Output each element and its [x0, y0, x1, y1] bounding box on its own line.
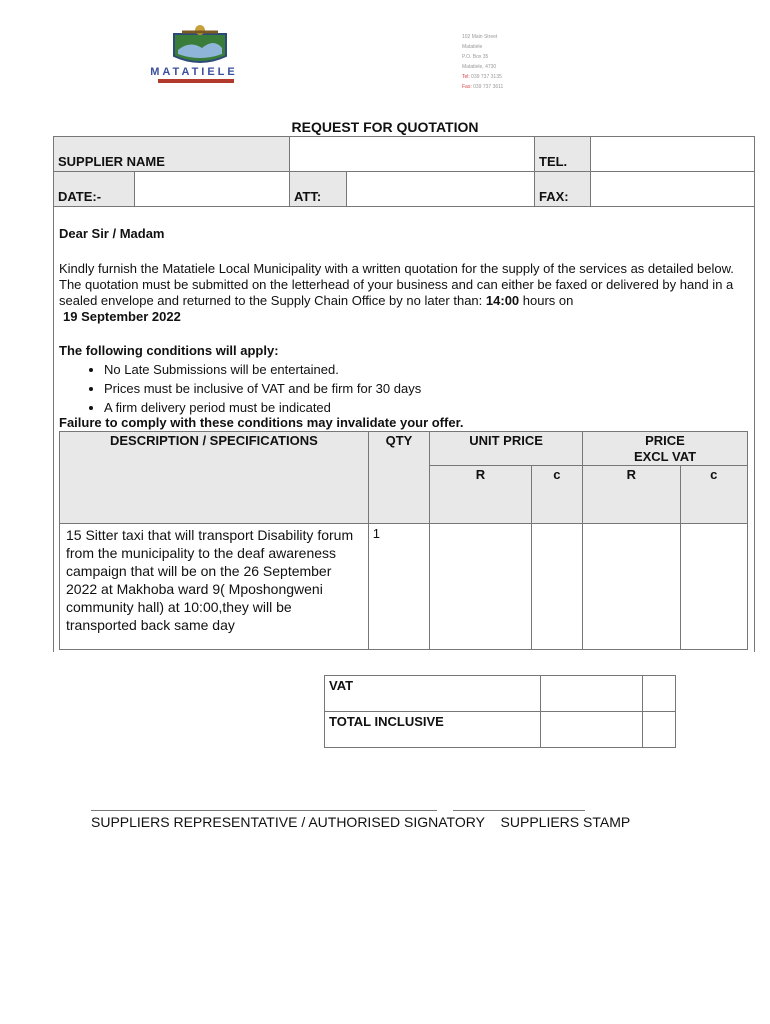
col-unit-price-header: UNIT PRICE: [430, 432, 583, 466]
vat-r-field[interactable]: [541, 676, 643, 712]
vat-c-field[interactable]: [642, 676, 675, 712]
vat-label: VAT: [325, 676, 541, 712]
att-field[interactable]: [347, 172, 535, 207]
table-row: [60, 524, 748, 650]
supplier-name-field[interactable]: [290, 137, 535, 172]
address-line: P.O. Box 35: [462, 54, 489, 60]
price-header-line1: PRICE: [645, 433, 685, 448]
unit-price-r-header: R: [430, 466, 532, 524]
instructions-text: Kindly furnish the Matatiele Local Municipality with a written quotation for the supply of the services as detailed below. The quotation must be submitted on the letterhead of your business and can either be faxed or delivered by hand in a sealed envelope and returned to the Supply Chain Office by no later than:: [59, 261, 734, 308]
price-c-header: c: [680, 466, 747, 524]
unit-price-r-field[interactable]: [430, 524, 532, 650]
col-description-header: DESCRIPTION / SPECIFICATIONS: [60, 432, 369, 524]
deadline-time: 14:00: [485, 293, 520, 308]
letterhead-fax: [462, 82, 503, 92]
logo-band: [158, 79, 234, 83]
att-label: ATT:: [290, 172, 347, 207]
col-price-header: [583, 432, 748, 466]
address-line: Matatiele, 4730: [462, 64, 497, 70]
body-border-left: [53, 206, 54, 652]
letterhead-address: [462, 32, 503, 92]
totals-table: [324, 675, 676, 748]
hours-on-text: hours on: [522, 293, 574, 308]
letterhead-tel: [462, 72, 503, 82]
salutation: Dear Sir / Madam: [59, 226, 165, 241]
conditions-heading: The following conditions will apply:: [59, 343, 279, 358]
fax-value: 039 737 3611: [473, 84, 504, 90]
signatory-line[interactable]: [91, 810, 437, 811]
tel-label: TEL.: [535, 137, 591, 172]
tel-value: 039 737 3135: [471, 74, 502, 80]
price-r-header: R: [583, 466, 681, 524]
fax-label: Fax:: [462, 84, 472, 90]
total-c-field[interactable]: [642, 712, 675, 748]
address-line: 102 Main Street: [462, 34, 498, 40]
signatory-label: SUPPLIERS REPRESENTATIVE / AUTHORISED SIGNATORY: [91, 814, 485, 830]
stamp-line[interactable]: [453, 810, 585, 811]
date-label: DATE:-: [54, 172, 135, 207]
condition-item: • Prices must be inclusive of VAT and be firm for 30 days: [104, 379, 749, 398]
conditions-warning: Failure to comply with these conditions may invalidate your offer.: [59, 415, 464, 430]
tel-label: Tel:: [462, 74, 470, 80]
price-header-line2: EXCL VAT: [633, 449, 697, 464]
body-border-right: [754, 206, 755, 652]
fax-field[interactable]: [591, 172, 755, 207]
date-field[interactable]: [135, 172, 290, 207]
supplier-name-label: SUPPLIER NAME: [54, 137, 290, 172]
total-inclusive-label: TOTAL INCLUSIVE: [325, 712, 541, 748]
total-r-field[interactable]: [541, 712, 643, 748]
price-r-field[interactable]: [583, 524, 681, 650]
item-qty: 1: [368, 524, 429, 650]
col-qty-header: QTY: [368, 432, 429, 524]
page-title: REQUEST FOR QUOTATION: [291, 119, 479, 135]
signature-labels: [91, 814, 630, 830]
supplier-header-table: [53, 136, 755, 207]
condition-item: • A firm delivery period must be indicated: [104, 398, 749, 417]
condition-item: • No Late Submissions will be entertained.: [104, 360, 749, 379]
price-c-field[interactable]: [680, 524, 747, 650]
conditions-list: [59, 360, 749, 417]
instructions-paragraph: [59, 261, 749, 325]
deadline-date: 19 September 2022: [63, 309, 181, 324]
tel-field[interactable]: [591, 137, 755, 172]
org-name: MATATIELE: [150, 66, 238, 78]
unit-price-c-header: c: [531, 466, 582, 524]
fax-label: FAX:: [535, 172, 591, 207]
address-line: Matatiele: [462, 44, 483, 50]
unit-price-c-field[interactable]: [531, 524, 582, 650]
stamp-label: SUPPLIERS STAMP: [500, 814, 631, 830]
item-description: 15 Sitter taxi that will transport Disability forum from the municipality to the deaf awareness campaign that will be on the 26 September 2022 at Makhoba ward 9( Mposhongweni community hall) at 10:00,they will be transported back same day: [60, 524, 369, 650]
items-table: [59, 431, 748, 650]
